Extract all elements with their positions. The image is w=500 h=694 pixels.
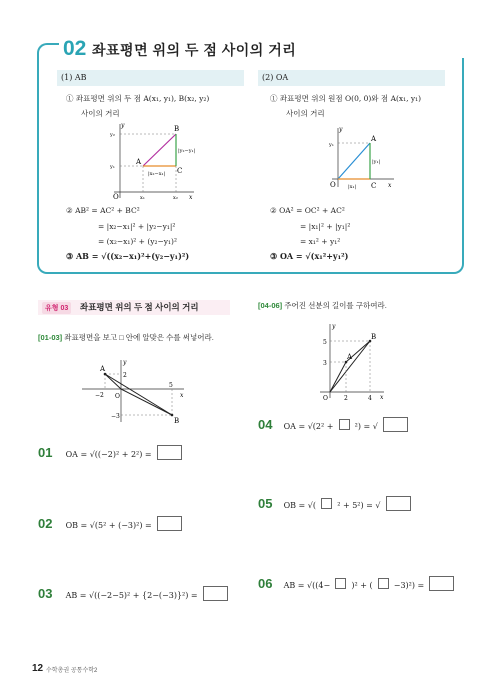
question-number: 03 <box>38 586 53 601</box>
right-item1-line2: 사이의 거리 <box>286 109 325 118</box>
point-b-label: B <box>174 417 180 425</box>
question-expression: AB = √((−2−5)² + {2−(−3)}²) = <box>65 591 198 600</box>
question-number: 04 <box>258 417 273 432</box>
question-expression-c: −3)²) = <box>393 581 425 590</box>
x-axis-label: x <box>388 182 392 189</box>
section-number: 02 <box>63 37 87 60</box>
left-label: (1) AB <box>61 73 87 82</box>
practice-header <box>38 300 230 315</box>
dx-label: |x₁| <box>348 184 357 190</box>
tick-3: 3 <box>323 360 327 367</box>
question-04 <box>258 414 408 433</box>
answer-box[interactable] <box>157 516 182 531</box>
instruction-01-03 <box>38 332 214 343</box>
left-eq4: ③ AB = √((x₂−x₁)²+(y₂−y₁)²) <box>66 251 190 261</box>
answer-box[interactable] <box>383 417 408 432</box>
tick-x1: x₁ <box>140 195 145 200</box>
answer-box[interactable] <box>378 578 389 589</box>
range-label: [01-03] <box>38 333 63 342</box>
point-a-label: A <box>371 135 377 143</box>
y-axis-label: y <box>123 359 127 366</box>
instruction-04-06 <box>258 300 387 311</box>
origin-label: O <box>323 395 328 402</box>
tick-5: 5 <box>323 339 327 346</box>
left-graph <box>108 120 198 200</box>
question-expression: OB = √(5² + (−3)²) = <box>65 521 152 530</box>
origin-label: O <box>115 393 120 400</box>
tick-neg2: −2 <box>95 392 104 399</box>
y-axis-label: y <box>121 122 125 129</box>
segment-oa <box>105 374 121 389</box>
right-eq1: ② OA² = OC² + AC² <box>270 206 345 215</box>
practice-graph-1 <box>80 358 190 428</box>
right-eq2: = |x₁|² + |y₁|² <box>300 222 351 231</box>
question-expression-b: )² + ( <box>351 581 373 590</box>
question-expression-a: OB = √( <box>283 501 317 510</box>
point-a <box>104 373 107 376</box>
section-title: 좌표평면 위의 두 점 사이의 거리 <box>92 42 297 58</box>
point-a-label: A <box>136 158 142 166</box>
answer-box[interactable] <box>386 496 411 511</box>
answer-box[interactable] <box>335 578 346 589</box>
origin-label: O <box>330 181 336 189</box>
instruction-text: 좌표평면을 보고 □ 안에 알맞은 수를 써넣어라. <box>64 333 214 342</box>
left-eq3: = (x₂−x₁)² + (y₂−y₁)² <box>98 237 177 246</box>
segment-ab <box>143 134 176 166</box>
dy-label: |y₁| <box>372 159 381 165</box>
practice-title: 좌표평면 위의 두 점 사이의 거리 <box>80 302 199 312</box>
question-03 <box>38 583 228 602</box>
answer-box[interactable] <box>429 576 454 591</box>
x-axis-label: x <box>380 394 384 401</box>
left-item1-line2: 사이의 거리 <box>81 109 120 118</box>
book-title: 수학총권 공통수학2 <box>46 668 98 674</box>
point-b-label: B <box>174 125 180 133</box>
point-c-label: C <box>371 182 377 190</box>
answer-box[interactable] <box>339 419 350 430</box>
question-number: 01 <box>38 445 53 460</box>
range-label: [04-06] <box>258 301 283 310</box>
right-eq4: ③ OA = √(x₁²+y₁²) <box>270 251 349 261</box>
tick-x2: x₂ <box>173 195 178 200</box>
segment-ob <box>121 389 172 415</box>
point-b-label: B <box>371 333 377 341</box>
left-subheader <box>57 70 244 86</box>
question-expression-a: AB = √((4− <box>283 581 331 590</box>
point-a-label: A <box>100 365 106 373</box>
practice-graph-2 <box>318 322 388 402</box>
answer-box[interactable] <box>157 445 182 460</box>
question-expression-a: OA = √(2² + <box>283 422 334 431</box>
tick-y1: y₁ <box>110 164 115 170</box>
practice-badge: 유형 03 <box>42 302 71 314</box>
question-expression: OA = √((−2)² + 2²) = <box>65 450 152 459</box>
right-label: (2) OA <box>262 73 289 82</box>
tick-y2: y₂ <box>110 132 115 138</box>
tick-2: 2 <box>123 372 127 379</box>
tick-2: 2 <box>344 395 348 402</box>
right-item1-line1: ① 좌표평면 위의 원점 O(0, 0)와 점 A(x₁, y₁) <box>270 94 422 103</box>
question-06 <box>258 573 454 592</box>
question-01 <box>38 442 182 461</box>
origin-label: O <box>113 193 119 200</box>
answer-box[interactable] <box>203 586 228 601</box>
question-expression-b: ² + 5²) = √ <box>337 501 381 510</box>
instruction-text: 주어진 선분의 길이를 구하여라. <box>284 301 387 310</box>
question-number: 05 <box>258 496 273 511</box>
point-b <box>171 414 174 417</box>
point-c-label: C <box>177 167 183 175</box>
question-05 <box>258 493 411 512</box>
tick-y1: y₁ <box>329 142 334 148</box>
dy-label: |y₂−y₁| <box>178 148 196 154</box>
x-axis-label: x <box>189 194 193 200</box>
question-number: 02 <box>38 516 53 531</box>
tick-neg3: −3 <box>111 413 120 420</box>
left-eq1: ② AB² = AC² + BC² <box>66 206 140 215</box>
dx-label: |x₂−x₁| <box>148 171 166 177</box>
left-eq2: = |x₂−x₁|² + |y₂−y₁|² <box>98 222 176 231</box>
right-graph <box>328 125 398 190</box>
right-subheader <box>258 70 445 86</box>
tick-4: 4 <box>368 395 372 402</box>
tick-5: 5 <box>169 382 173 389</box>
question-number: 06 <box>258 576 273 591</box>
left-item1-line1: ① 좌표평면 위의 두 점 A(x₁, y₁), B(x₂, y₂) <box>66 94 210 103</box>
point-a <box>345 361 348 364</box>
y-axis-label: y <box>339 126 343 133</box>
x-axis-label: x <box>180 392 184 399</box>
point-a-label: A <box>347 353 353 361</box>
segment-oa <box>338 143 370 179</box>
answer-box[interactable] <box>321 498 332 509</box>
segment-oa <box>330 362 346 392</box>
question-02 <box>38 513 182 532</box>
right-eq3: = x₁² + y₁² <box>300 237 341 246</box>
y-axis-label: y <box>332 323 336 330</box>
segment-ob <box>330 341 370 392</box>
question-expression-b: ²) = √ <box>354 422 378 431</box>
page-number: 12 <box>32 663 44 674</box>
